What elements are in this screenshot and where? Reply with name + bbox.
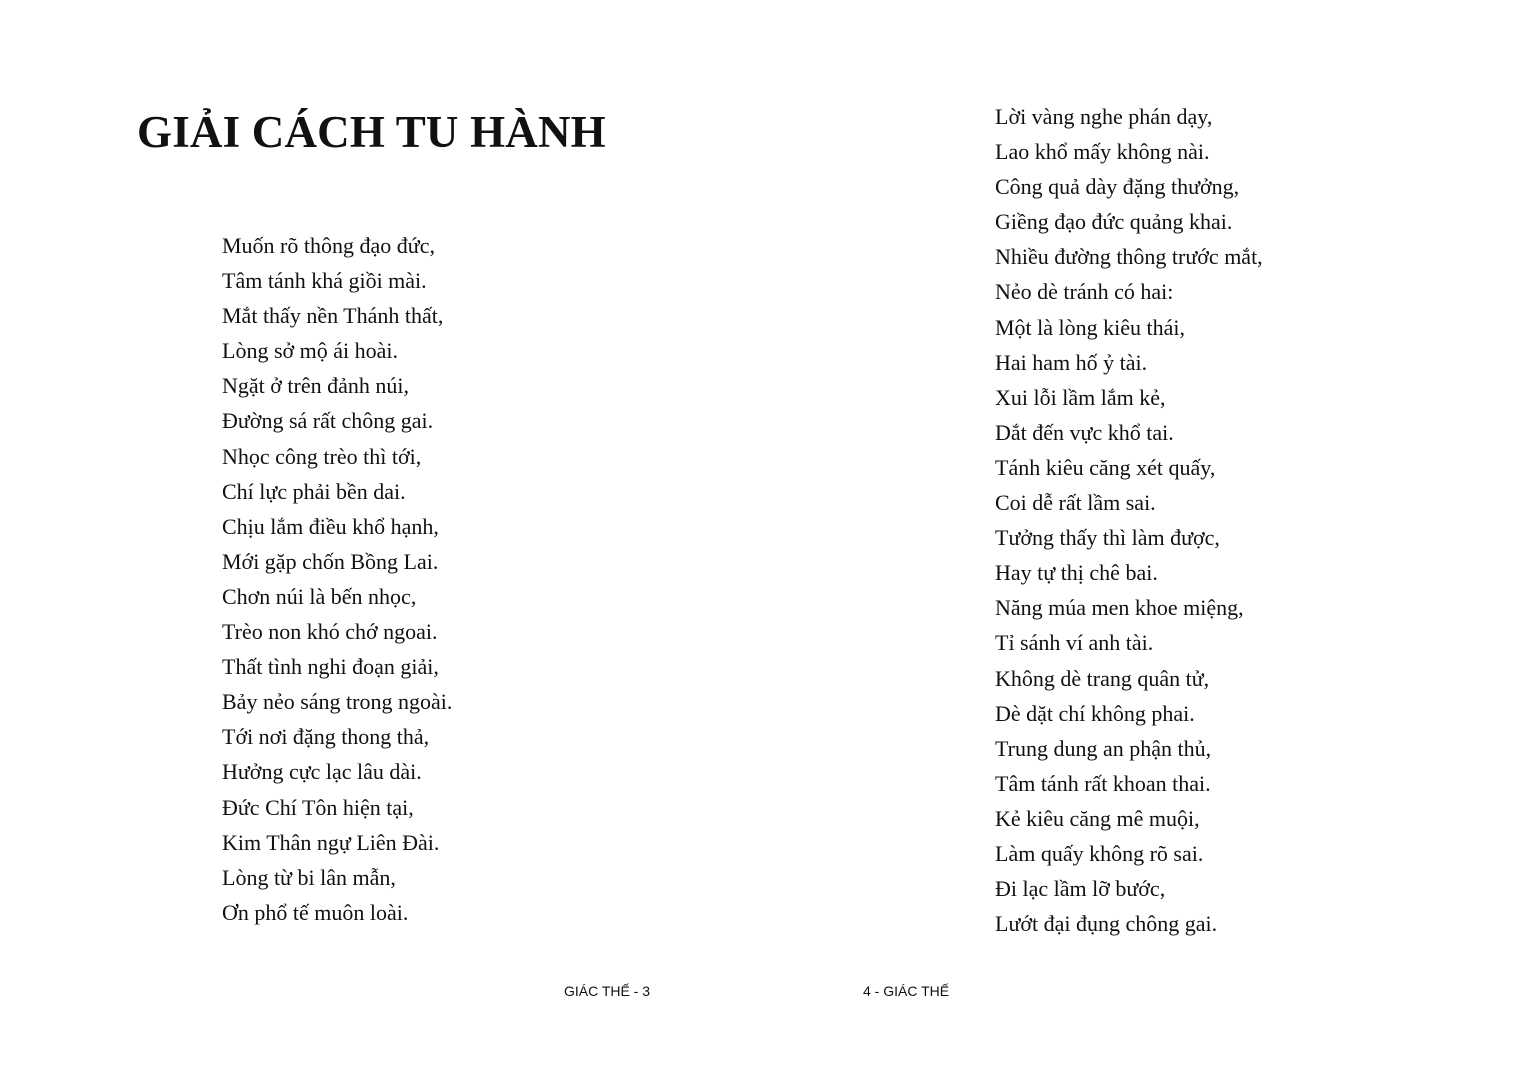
verse-line: Nẻo dè tránh có hai: bbox=[995, 279, 1174, 305]
verse-line: Tưởng thấy thì làm được, bbox=[995, 525, 1220, 551]
right-verse bbox=[995, 99, 1263, 941]
verse-line: Chí lực phải bền dai. bbox=[222, 478, 406, 504]
verse-line: Lướt đại đụng chông gai. bbox=[995, 911, 1218, 937]
verse-line: Làm quấy không rõ sai. bbox=[995, 840, 1204, 866]
verse-line: Lao khổ mấy không nài. bbox=[995, 139, 1210, 165]
verse-line: Lời vàng nghe phán dạy, bbox=[995, 104, 1213, 129]
verse-line: Hưởng cực lạc lâu dài. bbox=[222, 759, 422, 785]
verse-line: Mắt thấy nền Thánh thất, bbox=[222, 303, 444, 329]
verse-line: Hai ham hố ỷ tài. bbox=[995, 349, 1148, 375]
verse-line: Đường sá rất chông gai. bbox=[222, 408, 434, 434]
verse-line: Tâm tánh khá giồi mài. bbox=[222, 268, 427, 294]
page-footer-left: GIÁC THẾ - 3 bbox=[564, 983, 651, 999]
verse-line: Ngặt ở trên đảnh núi, bbox=[222, 373, 409, 399]
verse-line: Dè dặt chí không phai. bbox=[995, 700, 1195, 726]
verse-line: Tới nơi đặng thong thả, bbox=[222, 724, 430, 750]
verse-line: Dắt đến vực khổ tai. bbox=[995, 419, 1174, 445]
verse-line: Ơn phổ tế muôn loài. bbox=[222, 899, 409, 925]
left-verse bbox=[222, 228, 452, 930]
verse-line: Mới gặp chốn Bồng Lai. bbox=[222, 548, 439, 574]
verse-line: Tâm tánh rất khoan thai. bbox=[995, 770, 1211, 796]
verse-line: Nhọc công trèo thì tới, bbox=[222, 443, 422, 469]
verse-line: Muốn rõ thông đạo đức, bbox=[222, 233, 435, 258]
verse-line: Công quả dày đặng thưởng, bbox=[995, 174, 1240, 200]
verse-line: Nhiều đường thông trước mắt, bbox=[995, 244, 1263, 270]
page-title: GIẢI CÁCH TU HÀNH bbox=[137, 107, 606, 157]
verse-line: Xui lỗi lầm lắm kẻ, bbox=[995, 384, 1166, 410]
verse-line: Năng múa men khoe miệng, bbox=[995, 595, 1244, 621]
verse-line: Tỉ sánh ví anh tài. bbox=[995, 630, 1154, 656]
verse-line: Giềng đạo đức quảng khai. bbox=[995, 209, 1233, 235]
verse-line: Hay tự thị chê bai. bbox=[995, 560, 1158, 586]
verse-line: Bảy nẻo sáng trong ngoài. bbox=[222, 689, 453, 715]
verse-line: Kẻ kiêu căng mê muội, bbox=[995, 805, 1200, 831]
verse-line: Không dè trang quân tử, bbox=[995, 665, 1210, 691]
verse-line: Kim Thân ngự Liên Đài. bbox=[222, 829, 440, 855]
verse-line: Một là lòng kiêu thái, bbox=[995, 314, 1186, 340]
verse-line: Tánh kiêu căng xét quấy, bbox=[995, 454, 1216, 480]
verse-line: Lòng từ bi lân mẫn, bbox=[222, 864, 396, 890]
verse-line: Trèo non khó chớ ngoai. bbox=[222, 619, 438, 645]
verse-line: Trung dung an phận thủ, bbox=[995, 735, 1212, 761]
verse-line: Lòng sở mộ ái hoài. bbox=[222, 338, 398, 364]
verse-line: Chơn núi là bến nhọc, bbox=[222, 583, 417, 609]
verse-line: Đi lạc lầm lỡ bước, bbox=[995, 876, 1166, 902]
verse-line: Đức Chí Tôn hiện tại, bbox=[222, 794, 414, 820]
verse-line: Coi dễ rất lầm sai. bbox=[995, 490, 1156, 516]
page-footer-right: 4 - GIÁC THẾ bbox=[863, 983, 950, 999]
verse-line: Chịu lắm điều khổ hạnh, bbox=[222, 513, 439, 539]
verse-line: Thất tình nghi đoạn giải, bbox=[222, 654, 439, 680]
